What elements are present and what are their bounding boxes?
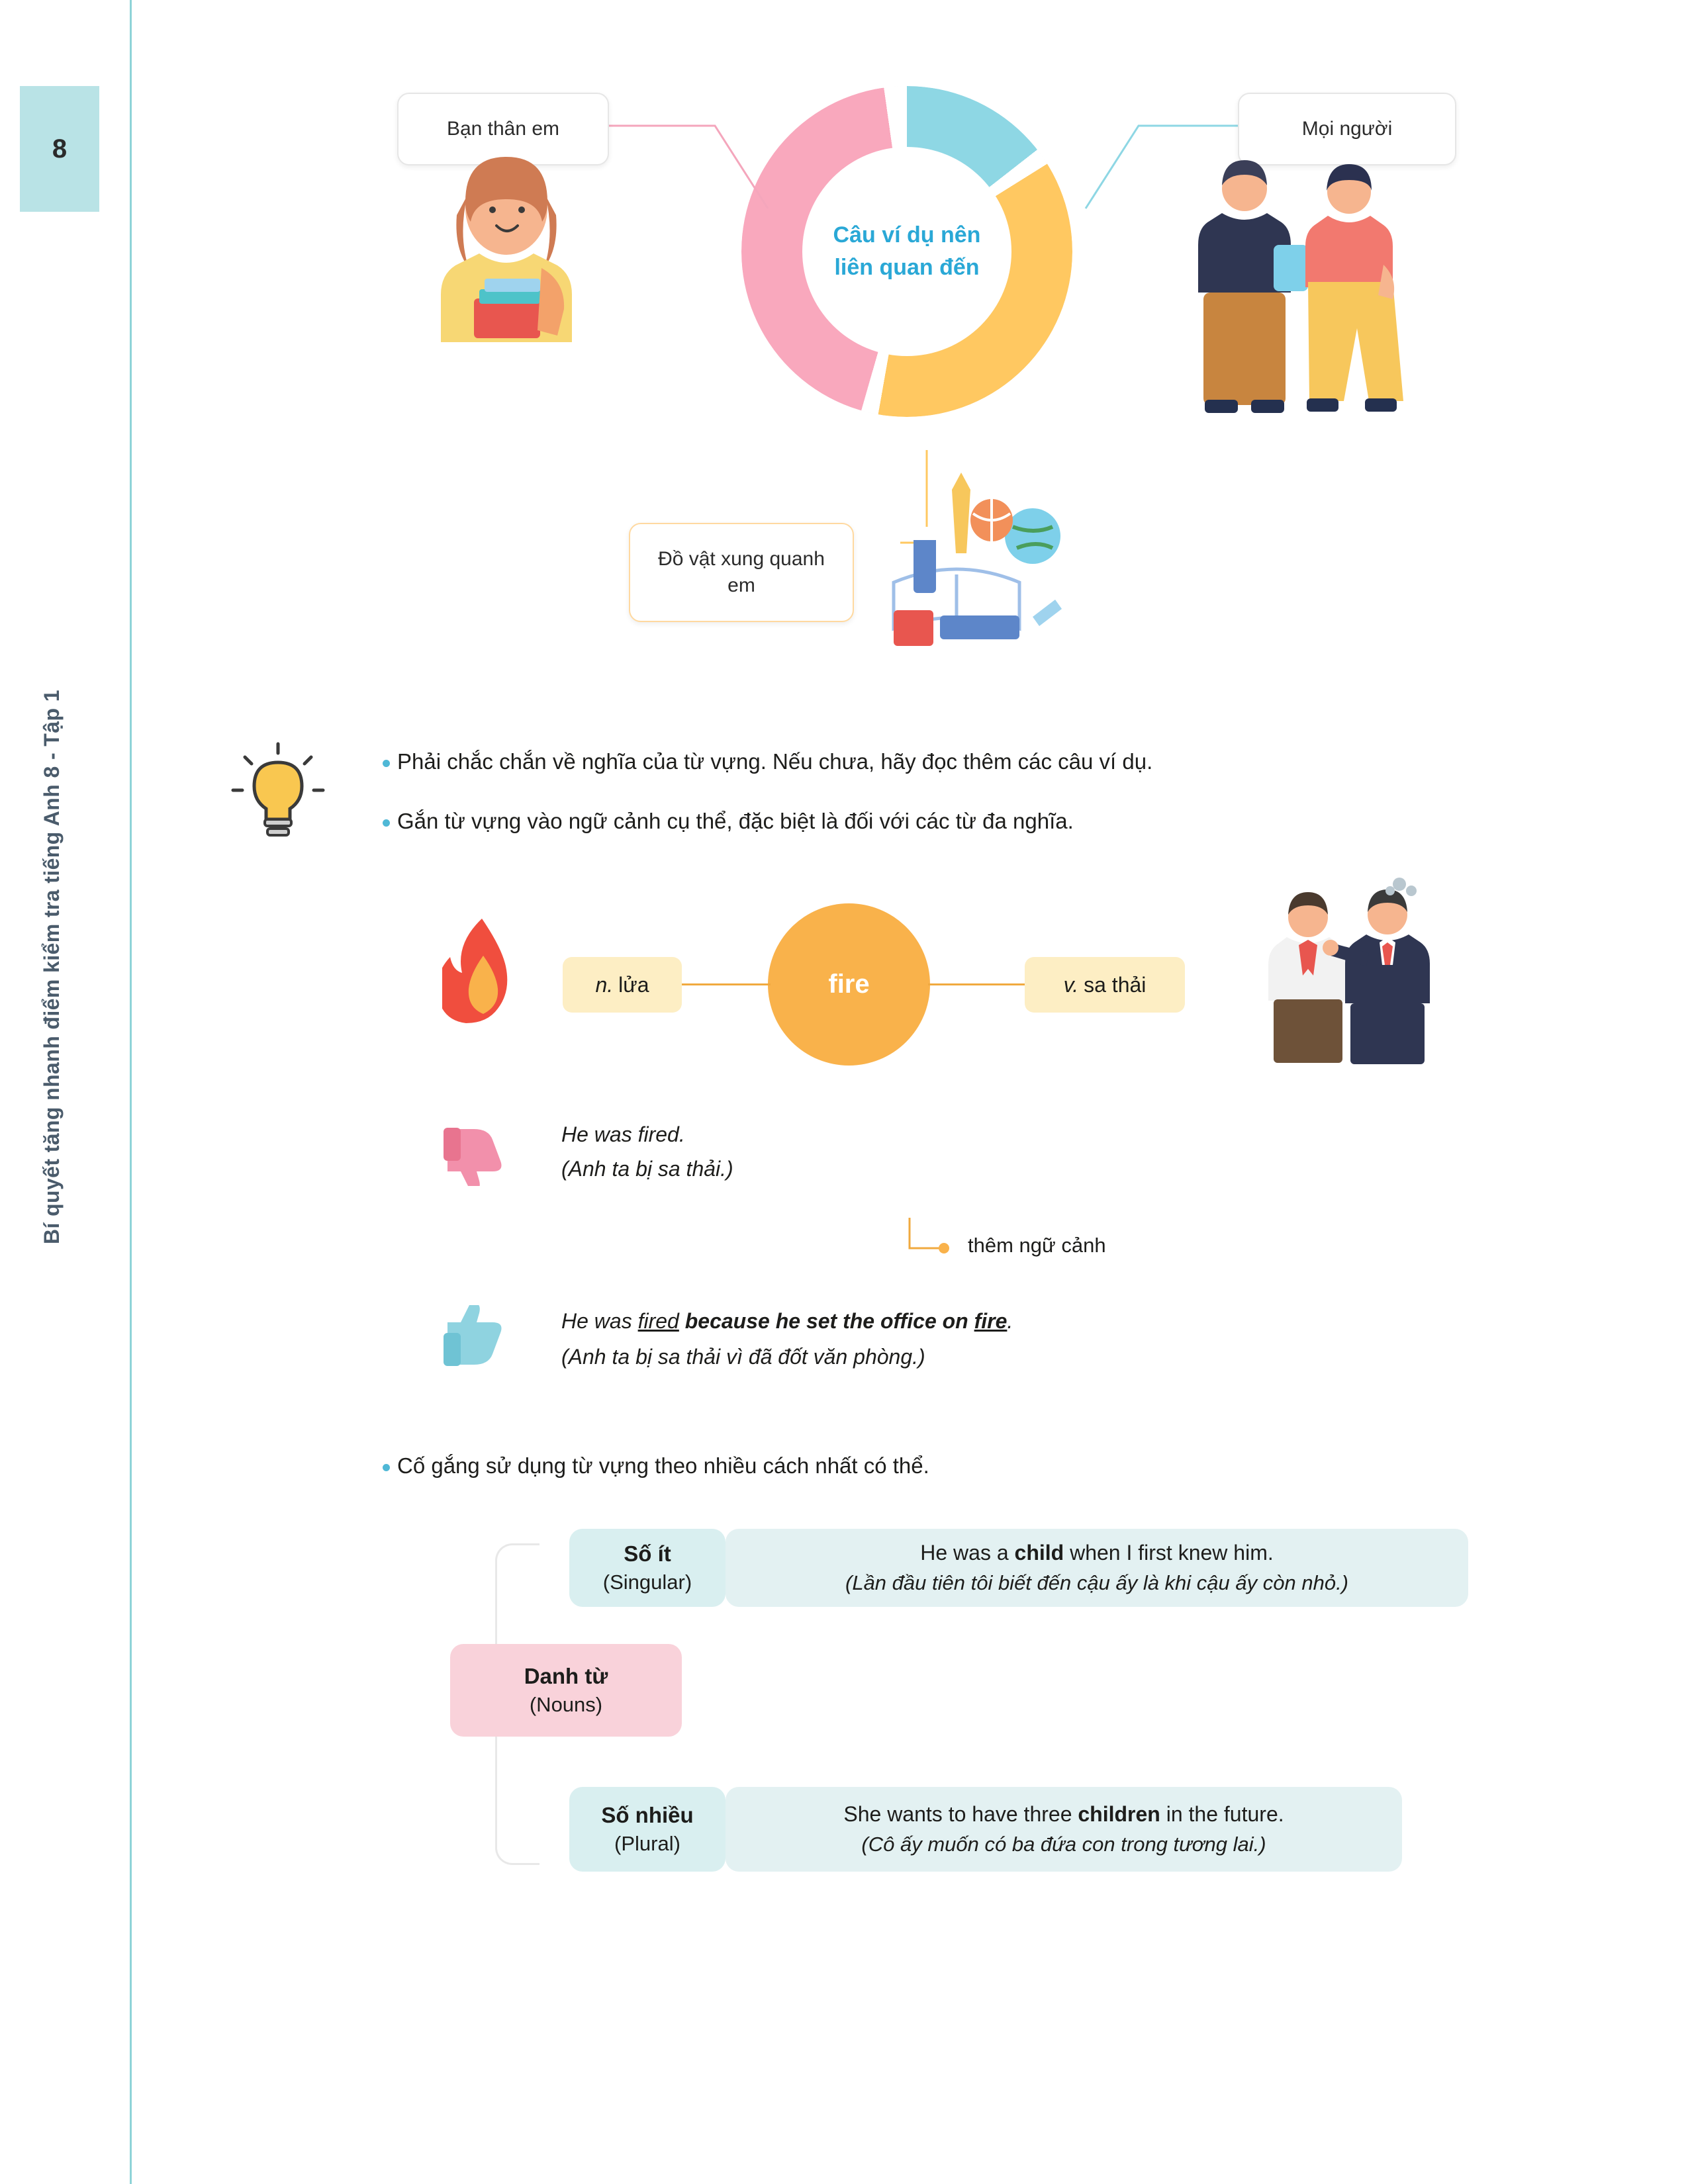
nouns-brace-bottom — [495, 1715, 539, 1865]
tip-text-1: Phải chắc chắn về nghĩa của từ vựng. Nếu chưa, hãy đọc thêm các câu ví dụ. — [397, 749, 1153, 774]
sentence-plural — [726, 1787, 1402, 1872]
context-note-label: thêm ngữ cảnh — [968, 1234, 1106, 1257]
fire-center-node — [768, 903, 930, 1066]
lightbulb-icon — [218, 735, 338, 854]
sentence-singular-vi: (Lần đầu tiên tôi biết đến cậu ấy là khi cậu ấy còn nhỏ.) — [845, 1570, 1348, 1594]
left-margin-rail — [0, 0, 130, 2184]
bad-example-vi: (Anh ta bị sa thải.) — [561, 1157, 733, 1181]
rail-divider-line — [130, 0, 132, 2184]
sentence-plural-vi: (Cô ấy muốn có ba đứa con trong tương lai.) — [861, 1832, 1266, 1856]
thumbs-up-icon — [442, 1305, 506, 1369]
sentence-plural-en-bold: children — [1078, 1802, 1160, 1827]
school-supplies-illustration — [814, 463, 1092, 662]
fire-right-meaning: sa thải — [1084, 972, 1147, 997]
callout-everyone-label: Mọi người — [1301, 117, 1393, 140]
label-nouns-en: (Nouns) — [529, 1693, 603, 1717]
fire-connector-left — [680, 983, 771, 985]
fire-meaning-right — [1025, 957, 1185, 1013]
book-title-footer: Bí quyết tăng nhanh điểm kiểm tra tiếng Anh 8 - Tập 1 — [40, 690, 64, 1244]
callout-objects-around-label: Đồ vật xung quanh em — [658, 547, 825, 596]
label-singular — [569, 1529, 726, 1607]
context-note-connector — [907, 1215, 966, 1259]
label-singular-en: (Singular) — [602, 1570, 692, 1594]
good-en-suffix: . — [1007, 1309, 1013, 1333]
fire-connector-right — [928, 983, 1026, 985]
fire-left-meaning: lửa — [618, 972, 649, 997]
tip-text-3: Cố gắng sử dụng từ vựng theo nhiều cách nhất có thể. — [397, 1453, 929, 1478]
tip-bullet-dot-2 — [383, 819, 390, 827]
donut-center-line1: Câu ví dụ nên — [833, 222, 981, 248]
tip-bullet-dot-1 — [383, 760, 390, 767]
sentence-plural-en — [843, 1799, 1284, 1829]
good-example-en — [561, 1305, 1013, 1338]
sentence-singular-en — [920, 1537, 1274, 1568]
two-people-illustration — [1185, 152, 1403, 437]
label-plural-en: (Plural) — [614, 1832, 680, 1856]
fire-center-label: fire — [828, 970, 870, 999]
sentence-singular-en-before: He was a — [920, 1541, 1015, 1565]
label-singular-vi: Số ít — [624, 1541, 671, 1566]
fire-meaning-left — [563, 957, 682, 1013]
good-en-prefix: He was — [561, 1309, 638, 1333]
page-number: 8 — [52, 134, 68, 163]
student-girl-illustration — [410, 149, 602, 347]
bad-example-en: He was fired. — [561, 1122, 685, 1146]
good-en-bold: because he set the office on — [679, 1309, 974, 1333]
fire-left-pos: n. — [595, 972, 614, 997]
good-en-underline1: fired — [637, 1309, 679, 1333]
good-en-underline2: fire — [974, 1309, 1008, 1333]
donut-center-line2: liên quan đến — [834, 255, 980, 280]
callout-best-friend-label: Bạn thân em — [446, 117, 560, 140]
sentence-singular-en-after: when I first knew him. — [1064, 1541, 1274, 1565]
label-plural — [569, 1787, 726, 1872]
label-nouns-vi: Danh từ — [524, 1663, 608, 1688]
fire-right-pos: v. — [1063, 972, 1079, 997]
sentence-singular-en-bold: child — [1014, 1541, 1064, 1565]
thumbs-down-icon — [442, 1125, 506, 1186]
boss-firing-employee-illustration — [1258, 874, 1443, 1072]
tip-bullet-dot-3 — [383, 1464, 390, 1471]
tip-text-2: Gắn từ vựng vào ngữ cảnh cụ thể, đặc biệt là đối với các từ đa nghĩa. — [397, 809, 1074, 833]
label-plural-vi: Số nhiều — [601, 1802, 694, 1827]
sentence-plural-en-before: She wants to have three — [843, 1802, 1078, 1827]
good-example-vi: (Anh ta bị sa thải vì đã đốt văn phòng.) — [561, 1345, 925, 1369]
label-nouns-category — [450, 1644, 682, 1737]
sentence-plural-en-after: in the future. — [1160, 1802, 1284, 1827]
page-number-badge — [20, 86, 99, 212]
flame-icon — [442, 913, 522, 1046]
sentence-singular — [726, 1529, 1468, 1607]
